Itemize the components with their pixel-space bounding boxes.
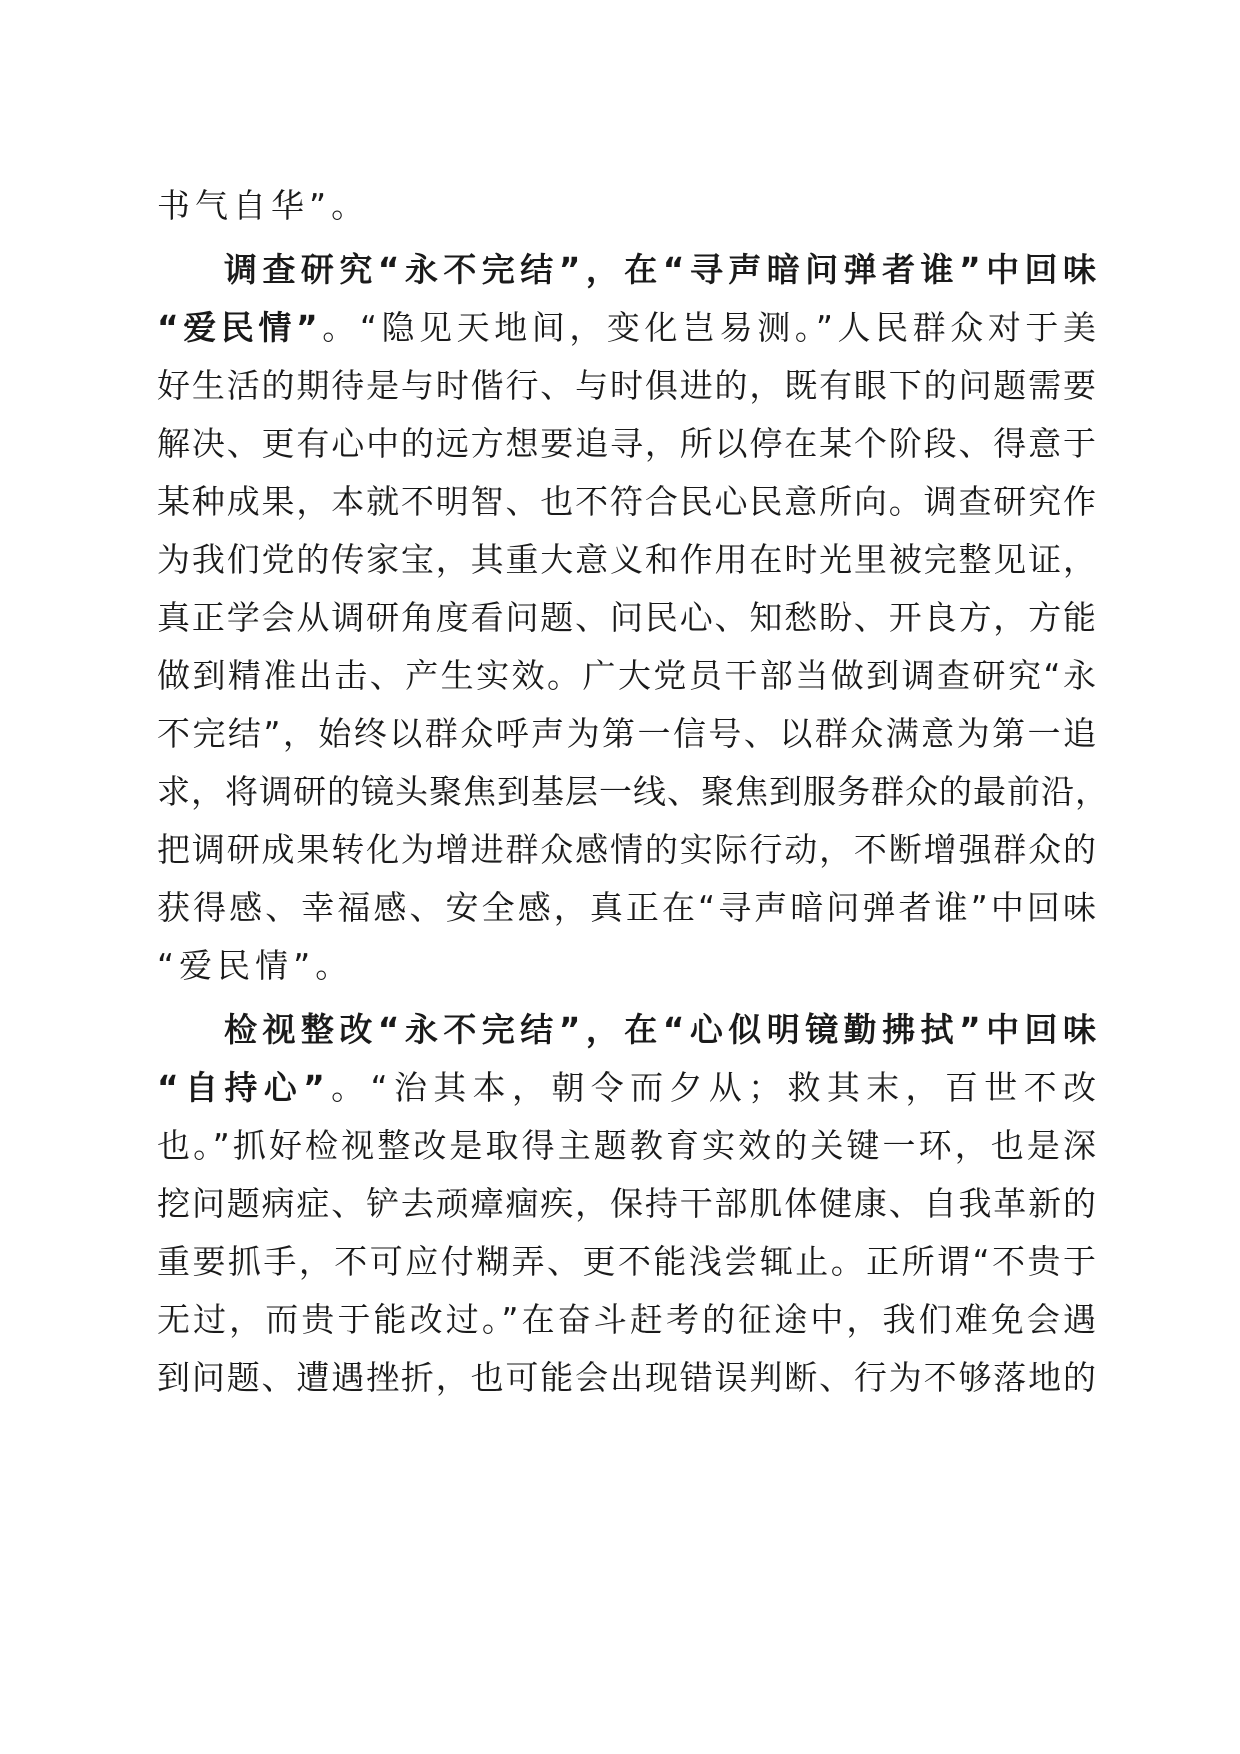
paragraph-heading bbox=[224, 1005, 1097, 1055]
text-line bbox=[157, 825, 1097, 875]
bold-heading-text: 调查研究“永不完结”，在“寻声暗问弹者谁”中回味 bbox=[224, 250, 1097, 289]
text-line bbox=[157, 419, 1097, 469]
line-text: 获得感、幸福感、安全感，真正在“寻声暗问弹者谁”中回味 bbox=[157, 888, 1097, 927]
line-text: 书气自华”。 bbox=[157, 186, 370, 225]
text-line bbox=[157, 1353, 1097, 1403]
line-text: 为我们党的传家宝，其重大意义和作用在时光里被完整见证， bbox=[157, 540, 1097, 579]
line-text: 。“治其本，朝令而夕从；救其末，百世不改 bbox=[325, 1068, 1097, 1107]
bold-heading-text: “自持心” bbox=[157, 1068, 326, 1107]
text-line bbox=[157, 593, 1097, 643]
line-text: 好生活的期待是与时偕行、与时俱进的，既有眼下的问题需要 bbox=[157, 366, 1097, 405]
text-line bbox=[157, 941, 1097, 991]
bold-heading-text: “爱民情” bbox=[157, 308, 319, 347]
paragraph-heading bbox=[224, 245, 1097, 295]
line-text: 到问题、遭遇挫折，也可能会出现错误判断、行为不够落地的 bbox=[157, 1358, 1097, 1397]
line-text: “爱民情”。 bbox=[157, 946, 354, 985]
line-text: 求，将调研的镜头聚焦到基层一线、聚焦到服务群众的最前沿， bbox=[157, 772, 1109, 811]
text-line bbox=[157, 1295, 1097, 1345]
text-line bbox=[157, 1237, 1097, 1287]
text-line bbox=[157, 477, 1097, 527]
text-line bbox=[157, 361, 1097, 411]
line-text: 某种成果，本就不明智、也不符合民心民意所向。调查研究作 bbox=[157, 482, 1097, 521]
line-text: 无过，而贵于能改过。”在奋斗赶考的征途中，我们难免会遇 bbox=[157, 1300, 1097, 1339]
text-line bbox=[157, 883, 1097, 933]
text-line bbox=[157, 1179, 1097, 1229]
line-text: 挖问题病症、铲去顽瘴痼疾，保持干部肌体健康、自我革新的 bbox=[157, 1184, 1097, 1223]
line-text: 重要抓手，不可应付糊弄、更不能浅尝辄止。正所谓“不贵于 bbox=[157, 1242, 1097, 1281]
text-line bbox=[157, 1121, 1097, 1171]
line-text: 解决、更有心中的远方想要追寻，所以停在某个阶段、得意于 bbox=[157, 424, 1097, 463]
text-line bbox=[157, 1063, 1097, 1113]
text-line bbox=[157, 181, 1097, 231]
line-text: 。“隐见天地间，变化岂易测。”人民群众对于美 bbox=[318, 308, 1097, 347]
text-line bbox=[157, 303, 1097, 353]
text-line bbox=[157, 767, 1109, 817]
line-text: 也。”抓好检视整改是取得主题教育实效的关键一环，也是深 bbox=[157, 1126, 1097, 1165]
text-line bbox=[157, 709, 1097, 759]
line-text: 做到精准出击、产生实效。广大党员干部当做到调查研究“永 bbox=[157, 656, 1097, 695]
line-text: 真正学会从调研角度看问题、问民心、知愁盼、开良方，方能 bbox=[157, 598, 1097, 637]
line-text: 不完结”，始终以群众呼声为第一信号、以群众满意为第一追 bbox=[157, 714, 1097, 753]
line-text: 把调研成果转化为增进群众感情的实际行动，不断增强群众的 bbox=[157, 830, 1097, 869]
bold-heading-text: 检视整改“永不完结”，在“心似明镜勤拂拭”中回味 bbox=[224, 1010, 1097, 1049]
text-line bbox=[157, 535, 1097, 585]
text-line bbox=[157, 651, 1097, 701]
